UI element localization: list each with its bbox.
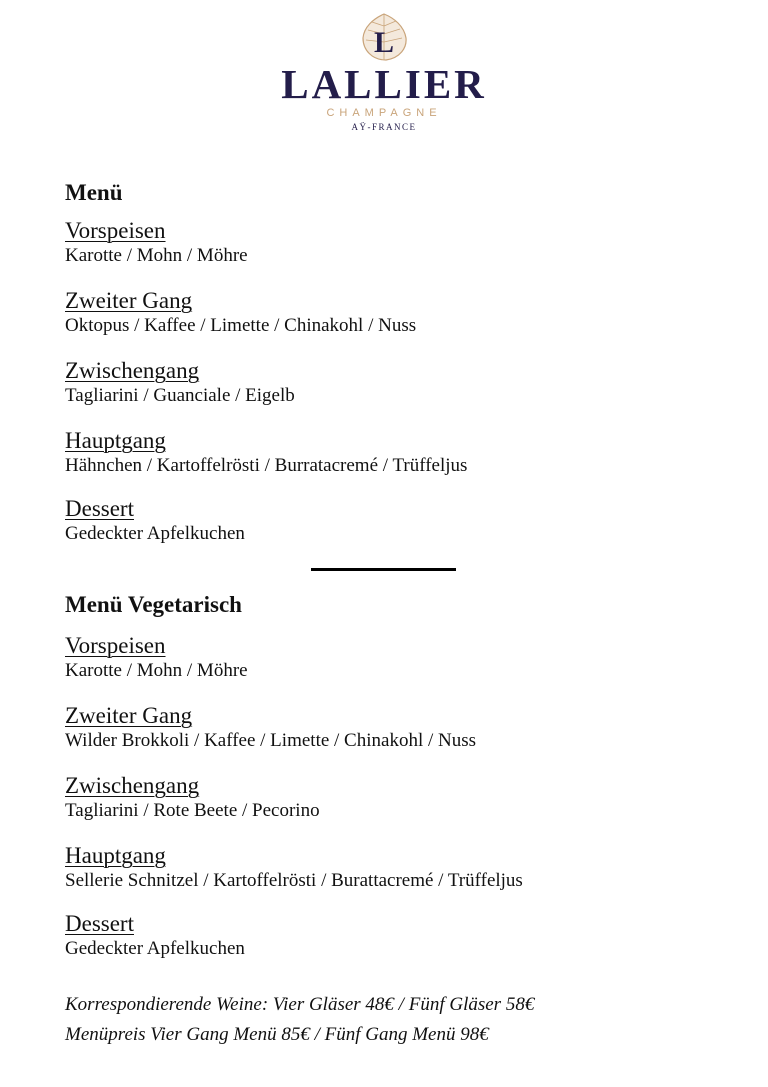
course-name: Hauptgang <box>65 428 166 453</box>
menu-section-vegetarian <box>65 592 725 960</box>
course-name: Vorspeisen <box>65 633 166 658</box>
course-dishes: Karotte / Mohn / Möhre <box>65 245 248 266</box>
course-intermediate <box>65 772 725 822</box>
course-main <box>65 427 725 477</box>
brand-subtitle: CHAMPAGNE <box>326 107 442 119</box>
menu-price: Menüpreis Vier Gang Menü 85€ / Fünf Gang Menü 98€ <box>65 1024 489 1045</box>
price-footer <box>65 990 745 1050</box>
brand-logo <box>0 12 768 132</box>
course-dishes: Tagliarini / Rote Beete / Pecorino <box>65 800 320 821</box>
course-dishes: Sellerie Schnitzel / Kartoffelrösti / Burattacremé / Trüffeljus <box>65 870 523 891</box>
course-dessert <box>65 910 725 960</box>
course-dishes: Tagliarini / Guanciale / Eigelb <box>65 385 295 406</box>
course-name: Dessert <box>65 911 134 936</box>
course-name: Hauptgang <box>65 843 166 868</box>
course-starter <box>65 217 725 267</box>
menu-title: Menü Vegetarisch <box>65 592 242 617</box>
course-name: Zweiter Gang <box>65 703 193 728</box>
menu-section-standard <box>65 180 725 545</box>
course-dishes: Karotte / Mohn / Möhre <box>65 660 248 681</box>
course-second <box>65 702 725 752</box>
brand-location: AŸ-FRANCE <box>351 122 417 132</box>
course-name: Zwischengang <box>65 358 200 383</box>
wine-pairing-price: Korrespondierende Weine: Vier Gläser 48€ / Fünf Gläser 58€ <box>65 994 535 1015</box>
course-dishes: Wilder Brokkoli / Kaffee / Limette / Chinakohl / Nuss <box>65 730 477 751</box>
section-divider <box>311 568 456 571</box>
course-intermediate <box>65 357 725 407</box>
course-dishes: Gedeckter Apfelkuchen <box>65 938 245 959</box>
course-second <box>65 287 725 337</box>
course-main <box>65 842 725 892</box>
course-dishes: Gedeckter Apfelkuchen <box>65 523 245 544</box>
course-name: Zweiter Gang <box>65 288 193 313</box>
emblem-letter: L <box>373 26 395 59</box>
menu-title: Menü <box>65 180 123 205</box>
course-dishes: Oktopus / Kaffee / Limette / Chinakohl / Nuss <box>65 315 417 336</box>
brand-name: LALLIER <box>281 61 487 107</box>
course-name: Dessert <box>65 496 134 521</box>
course-name: Vorspeisen <box>65 218 166 243</box>
course-name: Zwischengang <box>65 773 200 798</box>
course-dessert <box>65 495 725 545</box>
course-dishes: Hähnchen / Kartoffelrösti / Burratacremé / Trüffeljus <box>65 455 468 476</box>
leaf-icon <box>356 12 412 62</box>
course-starter <box>65 632 725 682</box>
